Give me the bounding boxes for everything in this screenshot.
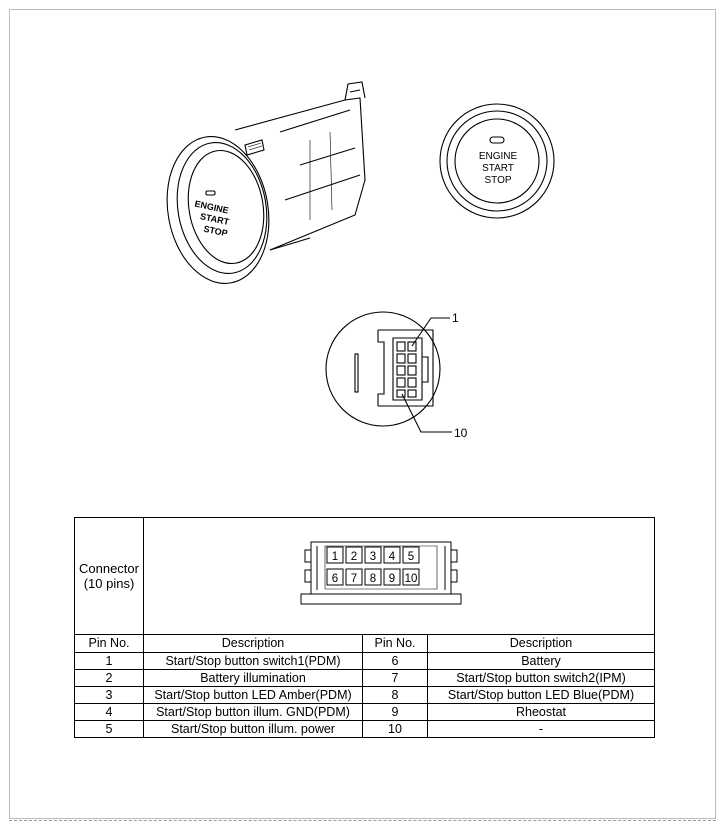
connector-label-cell [75,518,144,635]
pin-description: Start/Stop button LED Amber(PDM) [144,687,363,704]
connector-pin-label: 6 [331,573,339,585]
pin-number: 7 [363,670,428,687]
connector-pin-label: 4 [388,551,396,563]
pin-description: Battery illumination [144,670,363,687]
table-row [75,687,655,704]
pin-number: 4 [75,704,144,721]
callout-pin-10: 10 [454,426,468,440]
pin-number: 5 [75,721,144,738]
pin-description: Start/Stop button switch1(PDM) [144,653,363,670]
switch-front-illustration [432,96,562,226]
header-description: Description [428,635,655,653]
engine-text: ENGINE [193,198,230,216]
connector-pin-label: 8 [369,573,377,585]
table-header-row [75,635,655,653]
pin-number: 6 [363,653,428,670]
connector-pin-label: 1 [331,551,339,563]
header-pin-no: Pin No. [75,635,144,653]
header-description: Description [144,635,363,653]
pin-description: Start/Stop button illum. power [144,721,363,738]
connector-label: Connector [79,561,139,576]
table-row [75,704,655,721]
connector-pin-label: 5 [407,551,415,563]
stop-text: STOP [202,223,229,239]
switch-perspective-illustration [160,70,390,285]
table-row [75,670,655,687]
pin-number: 1 [75,653,144,670]
engine-text: ENGINE [478,151,518,162]
switch-rear-connector-view [318,302,478,448]
pin-number: 8 [363,687,428,704]
table-row [75,721,655,738]
start-text: START [199,211,231,228]
connector-diagram-cell [144,518,655,635]
header-pin-no: Pin No. [363,635,428,653]
pin-number: 9 [363,704,428,721]
pin-description: Start/Stop button LED Blue(PDM) [428,687,655,704]
pin-number: 3 [75,687,144,704]
callout-pin-1: 1 [452,311,459,325]
stop-text: STOP [484,175,512,186]
pin-table [74,517,655,738]
connector-pin-label: 9 [388,573,396,585]
pin-description: - [428,721,655,738]
pin-description: Start/Stop button switch2(IPM) [428,670,655,687]
pin-description: Start/Stop button illum. GND(PDM) [144,704,363,721]
pin-number: 2 [75,670,144,687]
connector-pin-label: 10 [404,573,418,585]
table-row [75,653,655,670]
connector-pin-label: 3 [369,551,377,563]
connector-pin-count: (10 pins) [83,576,135,591]
page-divider [9,820,716,821]
pin-number: 10 [363,721,428,738]
connector-row [75,518,655,635]
connector-face-diagram [299,540,464,610]
connector-pin-label: 7 [350,573,358,585]
pin-description: Battery [428,653,655,670]
start-text: START [482,163,514,174]
pin-description: Rheostat [428,704,655,721]
connector-pin-label: 2 [350,551,358,563]
